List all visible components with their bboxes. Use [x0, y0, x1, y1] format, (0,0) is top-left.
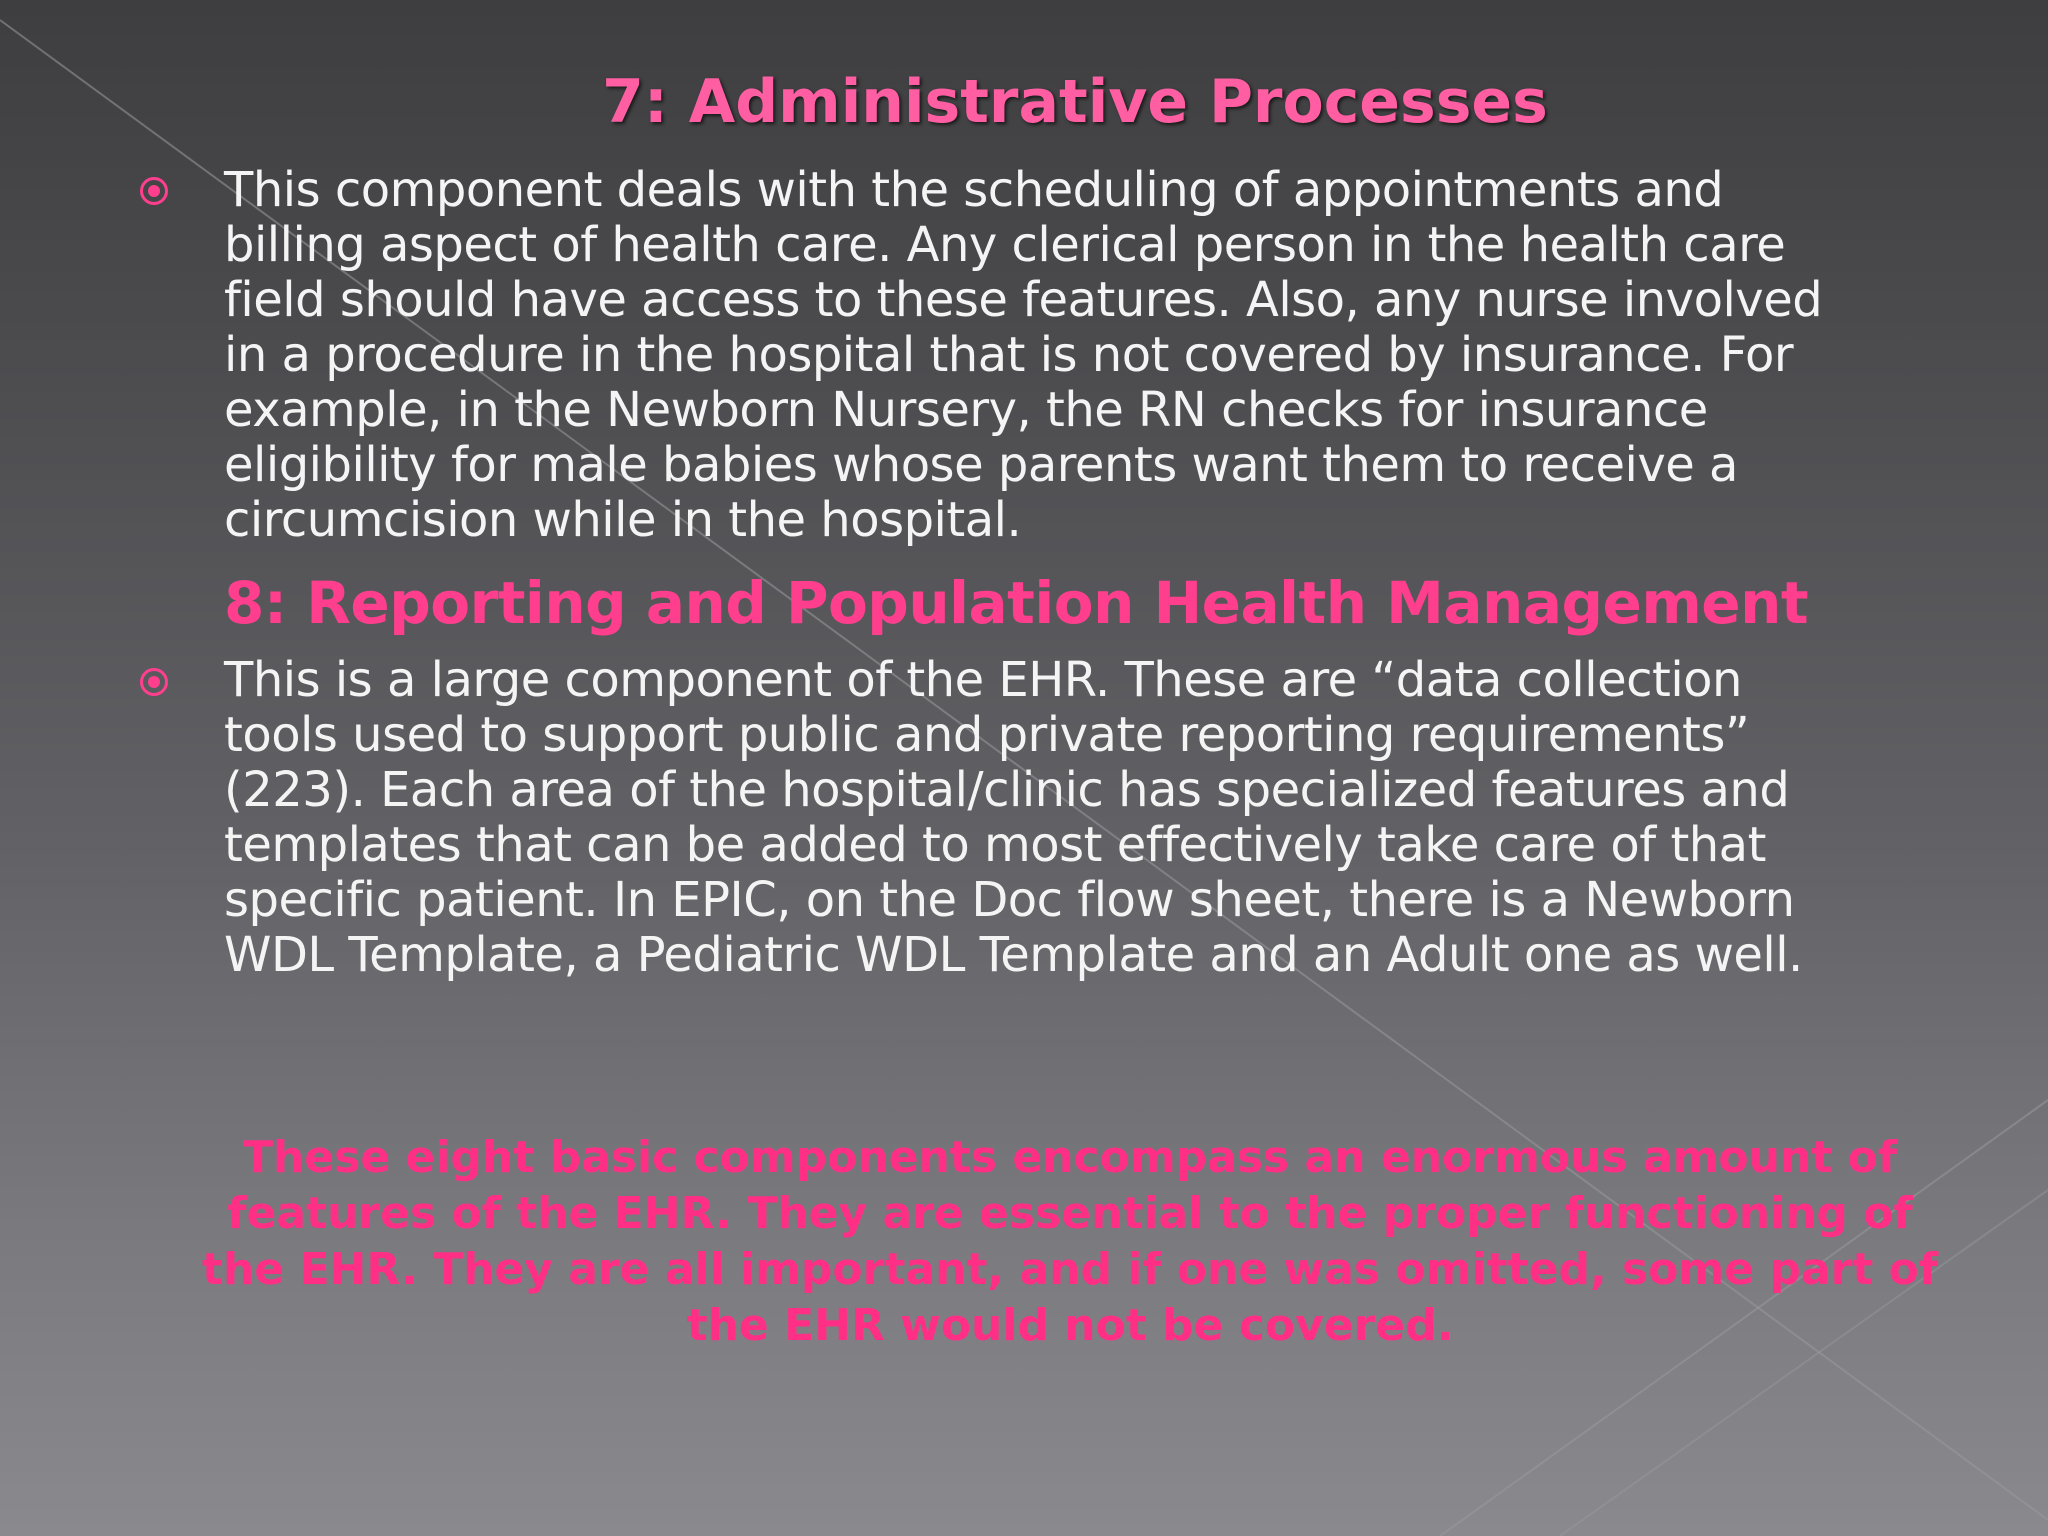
text-line: in a procedure in the hospital that is not covered by insurance. For: [224, 327, 1794, 383]
text-line: specific patient. In EPIC, on the Doc flow sheet, there is a Newborn: [224, 872, 1795, 928]
text-line: templates that can be added to most effectively take care of that: [224, 817, 1766, 873]
summary-text: [180, 1130, 1960, 1354]
summary-line: the EHR. They are all important, and if one was omitted, some part of: [201, 1244, 1939, 1295]
summary-line: These eight basic components encompass an enormous amount of: [242, 1132, 1898, 1183]
text-line: tools used to support public and private reporting requirements”: [224, 707, 1750, 763]
text-line: circumcision while in the hospital.: [224, 492, 1022, 548]
text-line: This component deals with the scheduling of appointments and: [224, 162, 1724, 218]
summary-line: the EHR would not be covered.: [686, 1300, 1454, 1351]
text-line: example, in the Newborn Nursery, the RN checks for insurance: [224, 382, 1708, 438]
text-line: WDL Template, a Pediatric WDL Template and an Adult one as well.: [224, 927, 1803, 983]
text-line: This is a large component of the EHR. These are “data collection: [224, 652, 1742, 708]
circle-dot-icon: [140, 177, 168, 205]
circle-dot-icon: [140, 668, 168, 696]
text-line: billing aspect of health care. Any clerical person in the health care: [224, 217, 1786, 273]
section2-heading: 8: Reporting and Population Health Management: [224, 569, 1809, 637]
text-line: (223). Each area of the hospital/clinic has specialized features and: [224, 762, 1790, 818]
section2-paragraph: [224, 653, 1924, 983]
slide-title: 7: Administrative Processes: [602, 67, 1548, 137]
section1-paragraph: [224, 163, 1924, 548]
summary-line: features of the EHR. They are essential to the proper functioning of: [227, 1188, 1913, 1239]
text-line: field should have access to these features. Also, any nurse involved: [224, 272, 1823, 328]
text-line: eligibility for male babies whose parents want them to receive a: [224, 437, 1738, 493]
